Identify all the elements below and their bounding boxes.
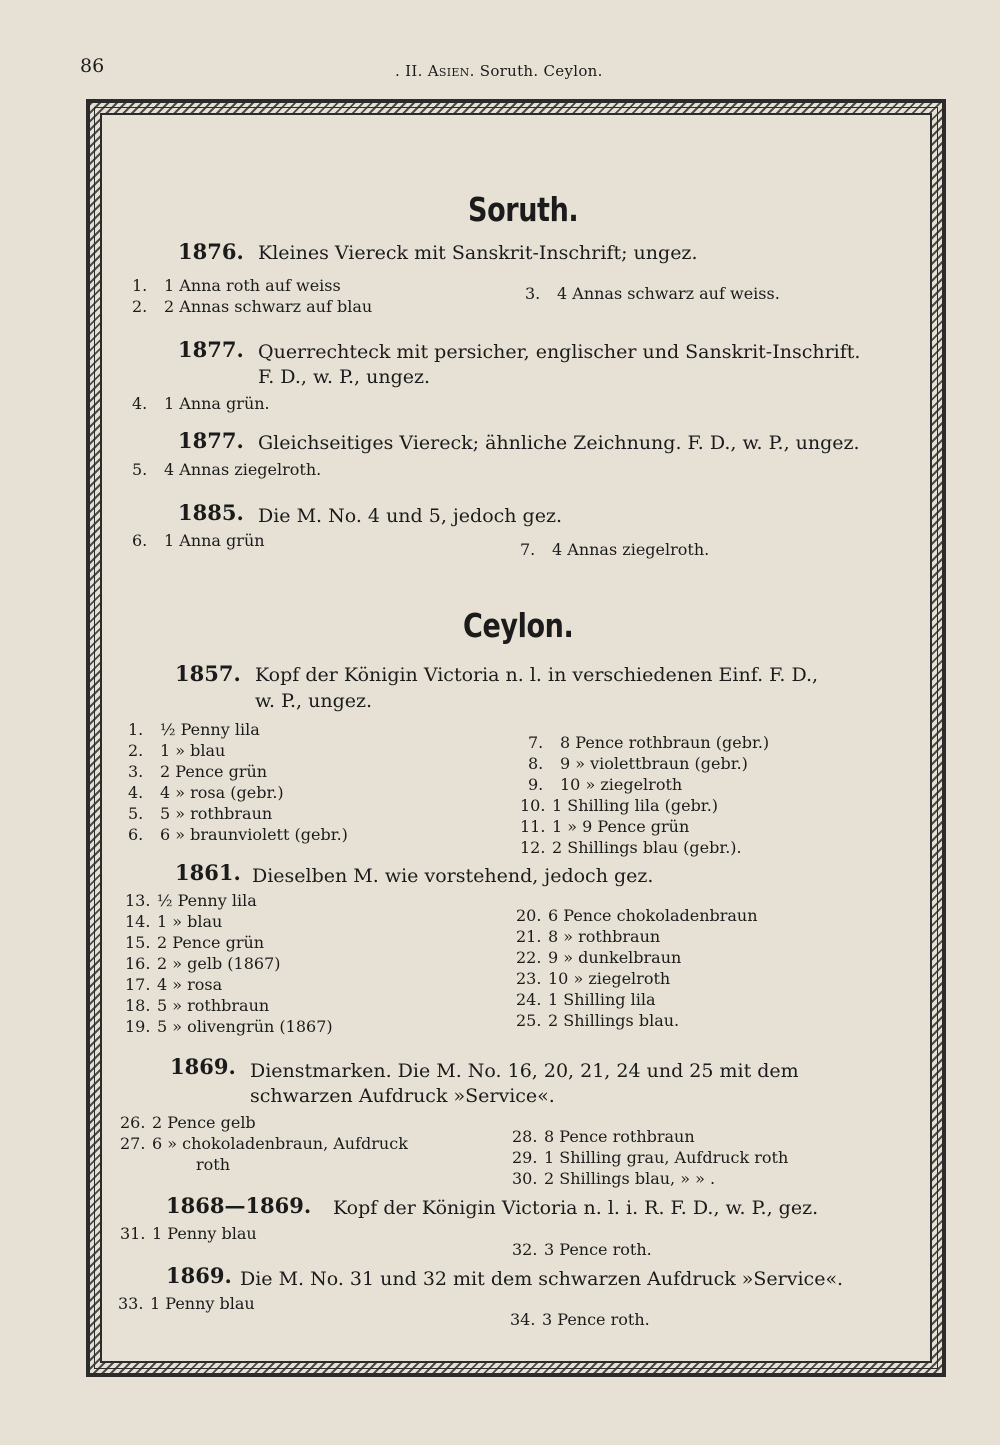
list-item: 28. 8 Pence rothbraun — [512, 1127, 695, 1146]
list-item: 4. 1 Anna grün. — [132, 394, 270, 413]
issue-year: 1877. — [178, 428, 244, 453]
running-head-lead: . II. — [395, 62, 428, 80]
list-item: 1. 1 Anna roth auf weiss — [132, 276, 341, 295]
list-item: 15. 2 Pence grün — [125, 933, 265, 952]
issue-description: Die M. No. 4 und 5, jedoch gez. — [258, 505, 563, 527]
issue-description-cont: w. P., ungez. — [255, 690, 373, 712]
list-item: 25. 2 Shillings blau. — [516, 1011, 680, 1030]
list-item: 9. 10 » ziegelroth — [528, 775, 683, 794]
issue-description: Gleichseitiges Viereck; ähnliche Zeichnung. F. D., w. P., ungez. — [258, 432, 860, 454]
list-item: 7. 8 Pence rothbraun (gebr.) — [528, 733, 770, 752]
issue-year: 1869. — [170, 1054, 236, 1079]
running-head-tail: . Soruth. Ceylon. — [469, 62, 603, 80]
list-item: 18. 5 » rothbraun — [125, 996, 270, 1015]
issue-description: Kopf der Königin Victoria n. l. in verschiedenen Einf. F. D., — [255, 664, 819, 686]
list-item: 10. 1 Shilling lila (gebr.) — [520, 796, 719, 815]
list-item: 13. ½ Penny lila — [125, 891, 257, 910]
issue-year: 1876. — [178, 239, 244, 264]
list-item: 21. 8 » rothbraun — [516, 927, 661, 946]
list-item: 17. 4 » rosa — [125, 975, 223, 994]
issue-year: 1885. — [178, 500, 244, 525]
section-title-ceylon: Ceylon. — [463, 606, 574, 645]
list-item-continuation: roth — [196, 1155, 231, 1174]
list-item: 27. 6 » chokoladenbraun, Aufdruck — [120, 1134, 408, 1153]
list-item: 29. 1 Shilling grau, Aufdruck roth — [512, 1148, 789, 1167]
page-number: 86 — [80, 55, 105, 77]
issue-description: Kopf der Königin Victoria n. l. i. R. F. D., w. P., gez. — [333, 1197, 819, 1219]
list-item: 6. 6 » braunviolett (gebr.) — [128, 825, 348, 844]
list-item: 2. 1 » blau — [128, 741, 226, 760]
list-item: 20. 6 Pence chokoladenbraun — [516, 906, 758, 925]
issue-description-cont: schwarzen Aufdruck »Service«. — [250, 1085, 555, 1107]
list-item: 3. 2 Pence grün — [128, 762, 268, 781]
list-item: 16. 2 » gelb (1867) — [125, 954, 281, 973]
section-title-soruth: Soruth. — [468, 190, 579, 229]
issue-description: Dienstmarken. Die M. No. 16, 20, 21, 24 und 25 mit dem — [250, 1060, 799, 1082]
list-item: 31. 1 Penny blau — [120, 1224, 257, 1243]
issue-year: 1877. — [178, 337, 244, 362]
list-item: 11. 1 » 9 Pence grün — [520, 817, 690, 836]
list-item: 26. 2 Pence gelb — [120, 1113, 256, 1132]
issue-year: 1869. — [166, 1263, 232, 1288]
list-item: 2. 2 Annas schwarz auf blau — [132, 297, 373, 316]
list-item: 5. 4 Annas ziegelroth. — [132, 460, 322, 479]
list-item: 4. 4 » rosa (gebr.) — [128, 783, 284, 802]
list-item: 7. 4 Annas ziegelroth. — [520, 540, 710, 559]
list-item: 12. 2 Shillings blau (gebr.). — [520, 838, 742, 857]
list-item: 1. ½ Penny lila — [128, 720, 260, 739]
issue-year: 1868—1869. — [166, 1193, 312, 1218]
list-item: 32. 3 Pence roth. — [512, 1240, 652, 1259]
list-item: 24. 1 Shilling lila — [516, 990, 656, 1009]
issue-year: 1861. — [175, 860, 241, 885]
issue-description: Kleines Viereck mit Sanskrit-Inschrift; ungez. — [258, 242, 698, 264]
issue-description: Querrechteck mit persicher, englischer und Sanskrit-Inschrift. — [258, 341, 861, 363]
running-head-continent: Asien — [427, 62, 470, 80]
list-item: 8. 9 » violettbraun (gebr.) — [528, 754, 748, 773]
list-item: 14. 1 » blau — [125, 912, 223, 931]
list-item: 19. 5 » olivengrün (1867) — [125, 1017, 333, 1036]
issue-description: Die M. No. 31 und 32 mit dem schwarzen Aufdruck »Service«. — [240, 1268, 844, 1290]
list-item: 3. 4 Annas schwarz auf weiss. — [525, 284, 780, 303]
issue-description: Dieselben M. wie vorstehend, jedoch gez. — [252, 865, 654, 887]
list-item: 22. 9 » dunkelbraun — [516, 948, 682, 967]
issue-description-cont: F. D., w. P., ungez. — [258, 366, 431, 388]
list-item: 34. 3 Pence roth. — [510, 1310, 650, 1329]
issue-year: 1857. — [175, 661, 241, 686]
list-item: 33. 1 Penny blau — [118, 1294, 255, 1313]
list-item: 6. 1 Anna grün — [132, 531, 265, 550]
list-item: 23. 10 » ziegelroth — [516, 969, 671, 988]
list-item: 5. 5 » rothbraun — [128, 804, 273, 823]
list-item: 30. 2 Shillings blau, » » . — [512, 1169, 716, 1188]
